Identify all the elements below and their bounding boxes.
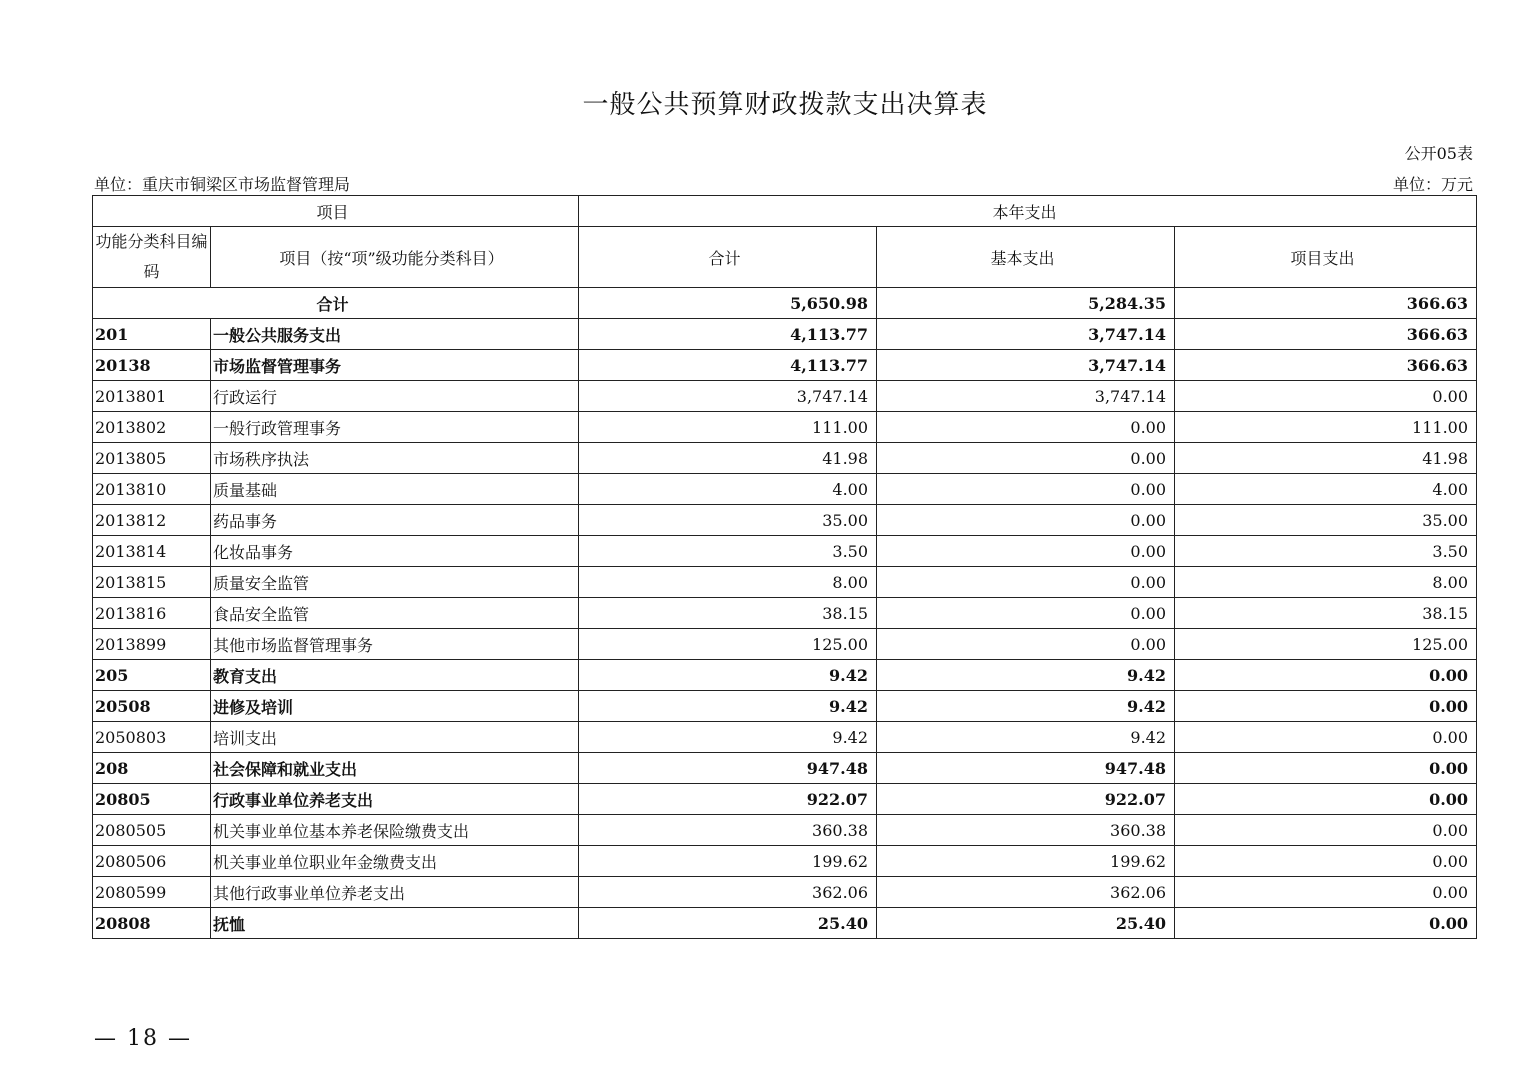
table-row: [93, 598, 1477, 629]
row-project: 0.00: [1175, 908, 1477, 939]
row-code: 20138: [93, 350, 211, 381]
row-name: 食品安全监管: [211, 598, 579, 629]
header-basic: 基本支出: [877, 227, 1175, 288]
header-project-expense: 项目支出: [1175, 227, 1477, 288]
table-row: [93, 660, 1477, 691]
header-total: 合计: [579, 227, 877, 288]
row-name: 一般行政管理事务: [211, 412, 579, 443]
row-basic: 360.38: [877, 815, 1175, 846]
row-total: 9.42: [579, 722, 877, 753]
row-project: 0.00: [1175, 877, 1477, 908]
row-code: 2013816: [93, 598, 211, 629]
row-name: 其他行政事业单位养老支出: [211, 877, 579, 908]
row-code: 2013899: [93, 629, 211, 660]
row-basic: 0.00: [877, 505, 1175, 536]
row-total: 41.98: [579, 443, 877, 474]
table-row: [93, 505, 1477, 536]
header-code: 功能分类科目编码: [93, 227, 211, 288]
row-name: 行政事业单位养老支出: [211, 784, 579, 815]
row-total: 38.15: [579, 598, 877, 629]
total-row: [93, 288, 1477, 319]
row-code: 2080506: [93, 846, 211, 877]
row-total: 9.42: [579, 691, 877, 722]
row-project: 0.00: [1175, 784, 1477, 815]
table-row: [93, 846, 1477, 877]
row-name: 机关事业单位基本养老保险缴费支出: [211, 815, 579, 846]
row-code: 2013805: [93, 443, 211, 474]
table-row: [93, 629, 1477, 660]
row-code: 208: [93, 753, 211, 784]
table-row: [93, 691, 1477, 722]
row-basic: 922.07: [877, 784, 1175, 815]
total-label: 合计: [93, 288, 579, 319]
header-row-1: [93, 196, 1477, 227]
row-total: 125.00: [579, 629, 877, 660]
row-total: 947.48: [579, 753, 877, 784]
row-project: 0.00: [1175, 722, 1477, 753]
budget-table: [92, 195, 1477, 939]
row-code: 2013812: [93, 505, 211, 536]
header-project: 项目: [93, 196, 579, 227]
row-code: 20805: [93, 784, 211, 815]
row-name: 质量基础: [211, 474, 579, 505]
row-name: 社会保障和就业支出: [211, 753, 579, 784]
table-row: [93, 815, 1477, 846]
row-name: 药品事务: [211, 505, 579, 536]
row-total: 25.40: [579, 908, 877, 939]
row-basic: 0.00: [877, 567, 1175, 598]
row-code: 20808: [93, 908, 211, 939]
row-total: 922.07: [579, 784, 877, 815]
table-row: [93, 722, 1477, 753]
row-project: 0.00: [1175, 846, 1477, 877]
row-project: 3.50: [1175, 536, 1477, 567]
row-total: 35.00: [579, 505, 877, 536]
row-basic: 25.40: [877, 908, 1175, 939]
row-project: 366.63: [1175, 319, 1477, 350]
row-basic: 9.42: [877, 722, 1175, 753]
total-project: 366.63: [1175, 288, 1477, 319]
row-basic: 0.00: [877, 412, 1175, 443]
row-basic: 0.00: [877, 443, 1175, 474]
row-basic: 0.00: [877, 629, 1175, 660]
row-basic: 9.42: [877, 660, 1175, 691]
form-number: 公开05表: [1404, 144, 1473, 163]
row-project: 0.00: [1175, 753, 1477, 784]
row-name: 质量安全监管: [211, 567, 579, 598]
row-total: 4.00: [579, 474, 877, 505]
row-code: 2080505: [93, 815, 211, 846]
row-total: 360.38: [579, 815, 877, 846]
row-basic: 0.00: [877, 598, 1175, 629]
row-code: 2080599: [93, 877, 211, 908]
page-title: 一般公共预算财政拨款支出决算表: [582, 90, 988, 120]
table-row: [93, 474, 1477, 505]
row-total: 9.42: [579, 660, 877, 691]
row-name: 机关事业单位职业年金缴费支出: [211, 846, 579, 877]
row-project: 35.00: [1175, 505, 1477, 536]
row-name: 市场秩序执法: [211, 443, 579, 474]
row-basic: 362.06: [877, 877, 1175, 908]
row-project: 0.00: [1175, 381, 1477, 412]
row-name: 化妆品事务: [211, 536, 579, 567]
row-project: 111.00: [1175, 412, 1477, 443]
table-row: [93, 536, 1477, 567]
row-basic: 0.00: [877, 474, 1175, 505]
row-project: 0.00: [1175, 815, 1477, 846]
row-project: 0.00: [1175, 660, 1477, 691]
row-project: 366.63: [1175, 350, 1477, 381]
row-total: 111.00: [579, 412, 877, 443]
row-code: 2013815: [93, 567, 211, 598]
table-row: [93, 753, 1477, 784]
row-total: 4,113.77: [579, 350, 877, 381]
row-code: 2050803: [93, 722, 211, 753]
row-project: 41.98: [1175, 443, 1477, 474]
row-name: 抚恤: [211, 908, 579, 939]
table-row: [93, 567, 1477, 598]
row-basic: 0.00: [877, 536, 1175, 567]
row-code: 2013814: [93, 536, 211, 567]
unit-organization: 单位：重庆市铜梁区市场监督管理局: [94, 175, 351, 194]
total-amount: 5,650.98: [579, 288, 877, 319]
unit-currency: 单位：万元: [1392, 175, 1473, 194]
row-code: 201: [93, 319, 211, 350]
header-row-2: [93, 227, 1477, 288]
row-basic: 3,747.14: [877, 350, 1175, 381]
row-total: 3,747.14: [579, 381, 877, 412]
row-basic: 9.42: [877, 691, 1175, 722]
row-basic: 3,747.14: [877, 319, 1175, 350]
row-total: 362.06: [579, 877, 877, 908]
row-code: 2013802: [93, 412, 211, 443]
row-code: 20508: [93, 691, 211, 722]
row-project: 4.00: [1175, 474, 1477, 505]
row-name: 行政运行: [211, 381, 579, 412]
table-row: [93, 350, 1477, 381]
page-number: — 18 —: [94, 1026, 192, 1051]
table-row: [93, 412, 1477, 443]
row-code: 2013801: [93, 381, 211, 412]
total-basic: 5,284.35: [877, 288, 1175, 319]
row-code: 205: [93, 660, 211, 691]
header-current-year: 本年支出: [579, 196, 1477, 227]
row-basic: 3,747.14: [877, 381, 1175, 412]
table-row: [93, 381, 1477, 412]
row-project: 125.00: [1175, 629, 1477, 660]
row-project: 38.15: [1175, 598, 1477, 629]
row-total: 199.62: [579, 846, 877, 877]
row-name: 进修及培训: [211, 691, 579, 722]
row-name: 教育支出: [211, 660, 579, 691]
row-name: 一般公共服务支出: [211, 319, 579, 350]
table-row: [93, 877, 1477, 908]
row-basic: 199.62: [877, 846, 1175, 877]
header-item: 项目（按“项”级功能分类科目）: [211, 227, 579, 288]
table-row: [93, 908, 1477, 939]
table-row: [93, 784, 1477, 815]
row-basic: 947.48: [877, 753, 1175, 784]
row-project: 8.00: [1175, 567, 1477, 598]
row-project: 0.00: [1175, 691, 1477, 722]
row-name: 市场监督管理事务: [211, 350, 579, 381]
row-total: 3.50: [579, 536, 877, 567]
row-name: 培训支出: [211, 722, 579, 753]
table-row: [93, 319, 1477, 350]
row-total: 8.00: [579, 567, 877, 598]
row-code: 2013810: [93, 474, 211, 505]
table-row: [93, 443, 1477, 474]
row-total: 4,113.77: [579, 319, 877, 350]
row-name: 其他市场监督管理事务: [211, 629, 579, 660]
